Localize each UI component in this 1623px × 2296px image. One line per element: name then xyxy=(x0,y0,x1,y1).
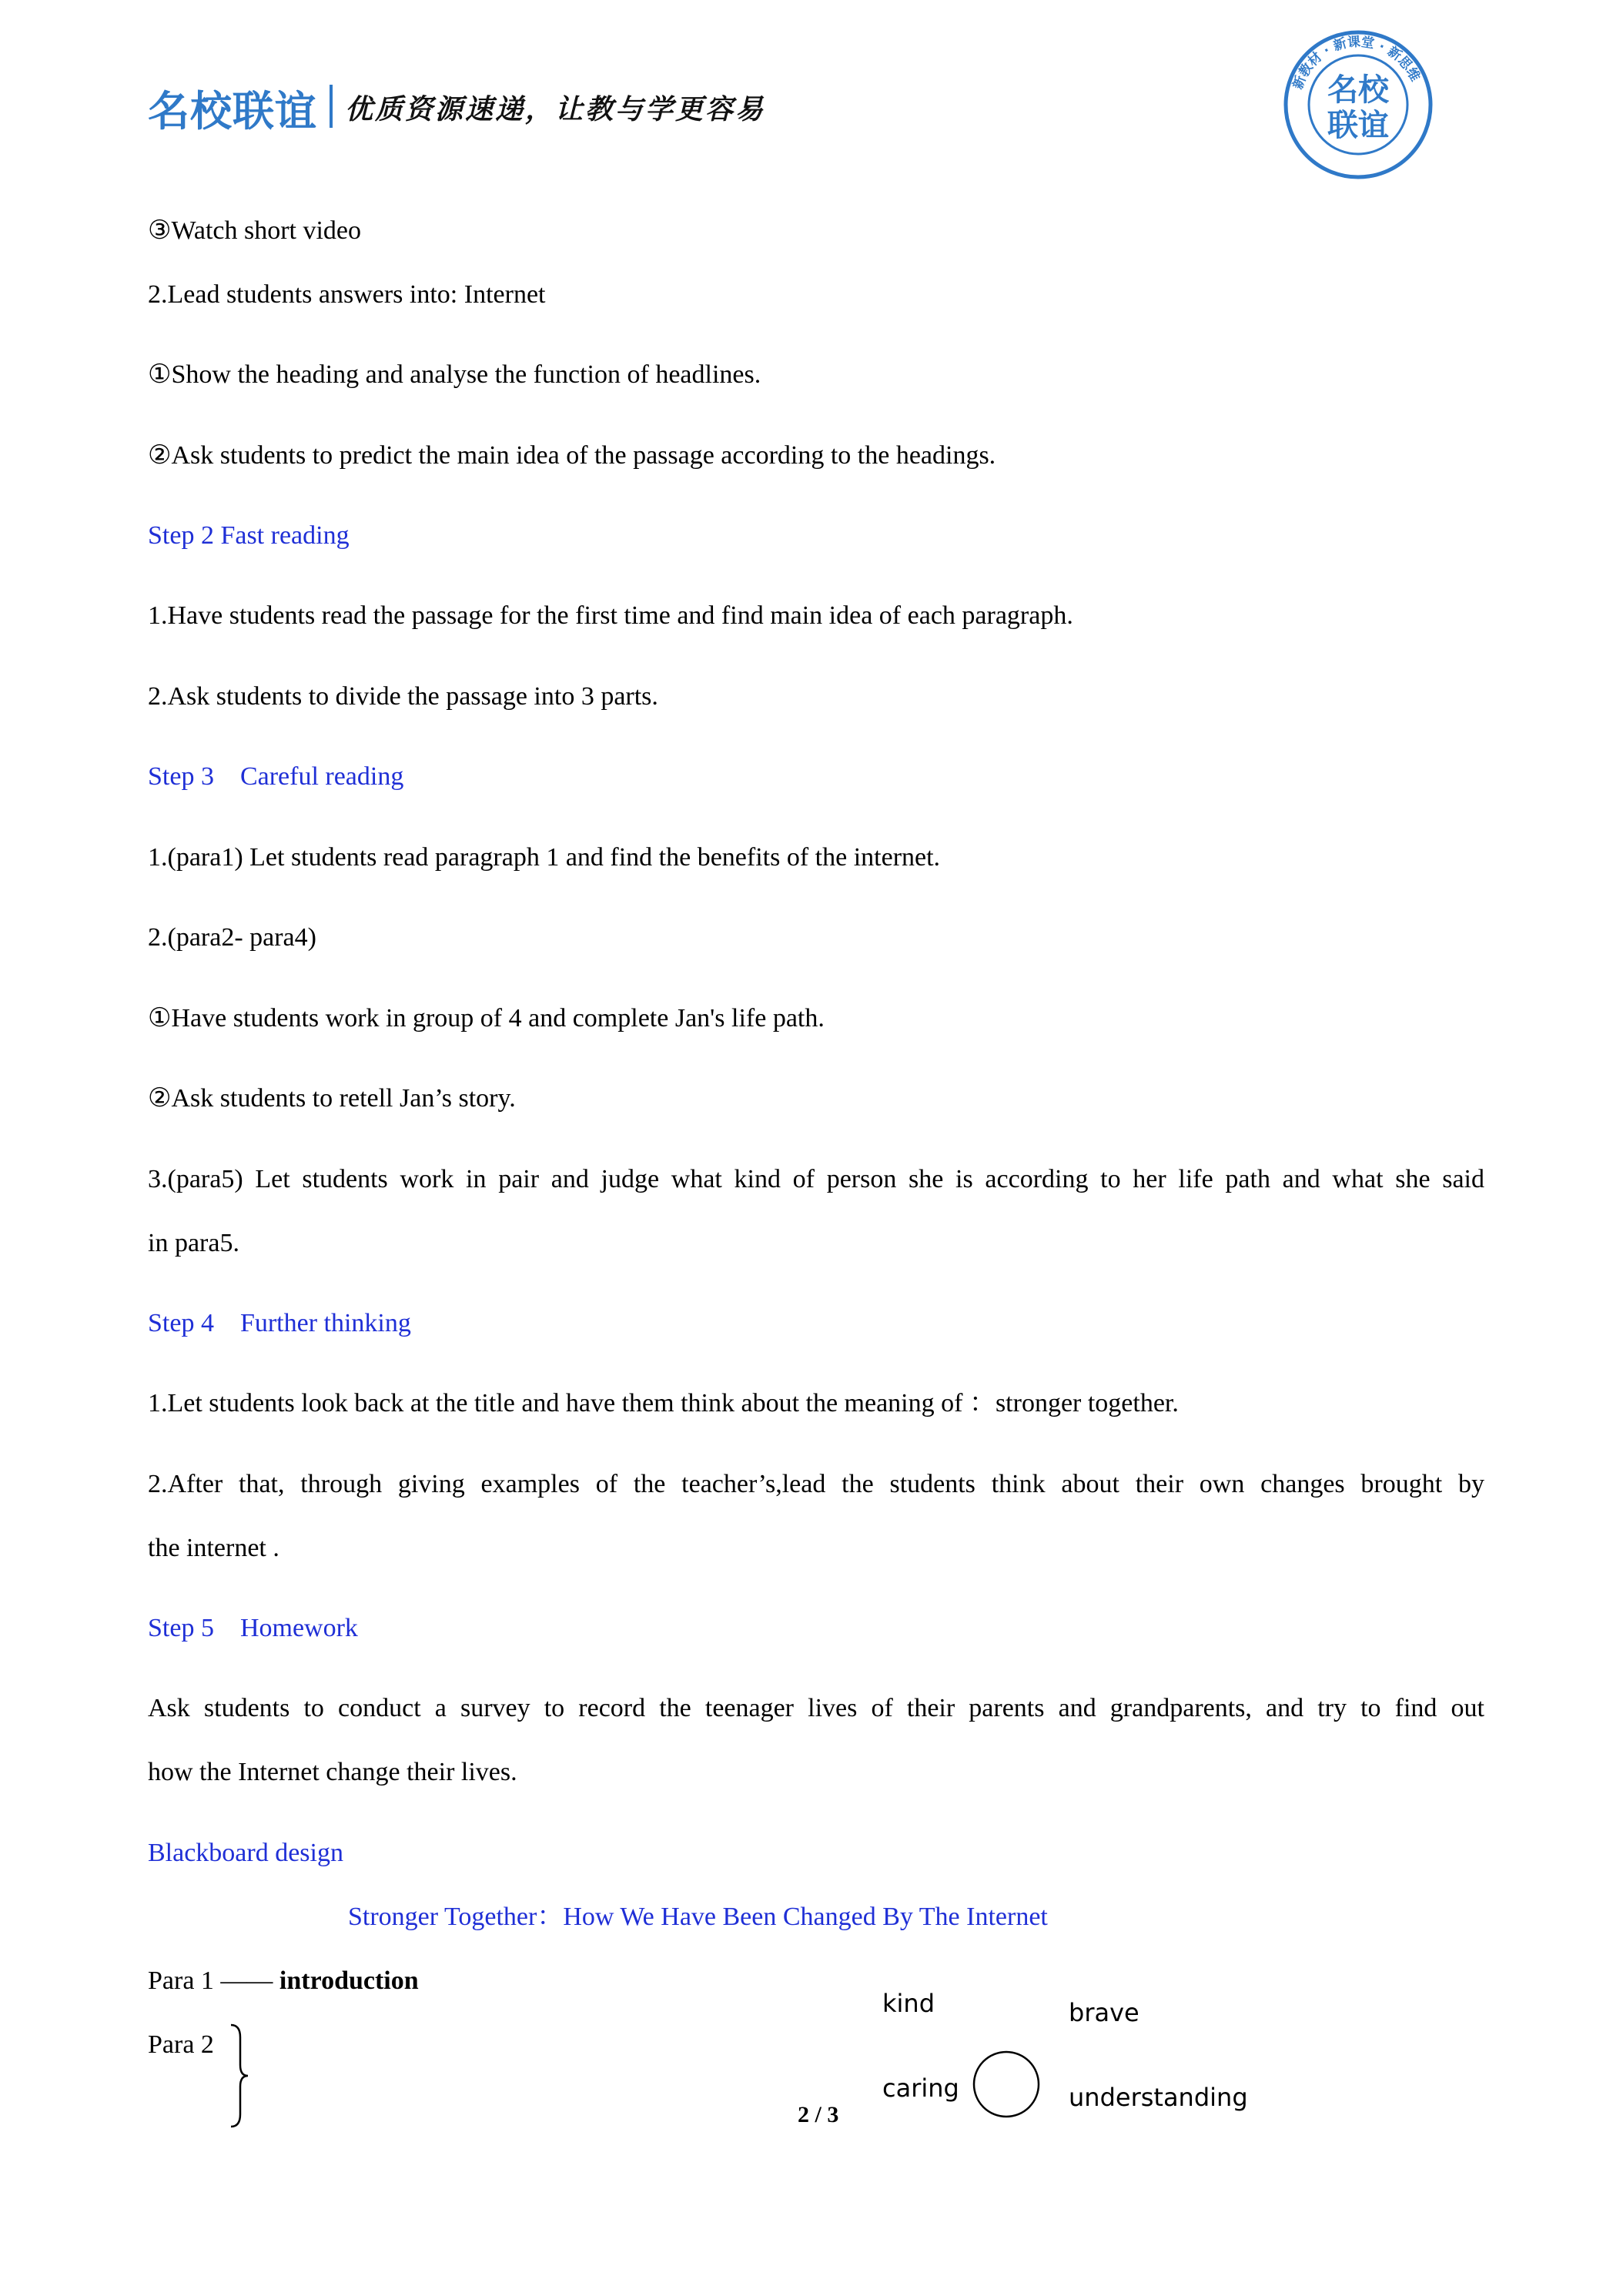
brand-logo: 名校联谊 xyxy=(148,87,317,136)
step-line: ②Ask students to retell Jan’s story. xyxy=(148,1084,516,1113)
para1-introduction: introduction xyxy=(279,1966,419,1995)
step-line: ③Watch short video xyxy=(148,216,362,245)
trait-brave: brave xyxy=(1069,1998,1139,2027)
step-line: 1.Have students read the passage for the first time and find main idea of each paragraph. xyxy=(148,601,1073,630)
logo-divider xyxy=(330,85,333,128)
step-line: how the Internet change their lives. xyxy=(148,1758,517,1786)
seal-stamp-icon xyxy=(1283,29,1434,180)
curly-brace xyxy=(228,2022,251,2130)
step-line: 2.Ask students to divide the passage into 3 parts. xyxy=(148,682,658,711)
svg-text:新教材 · 新课堂 · 新思维: 新教材 · 新课堂 · 新思维 xyxy=(1290,34,1423,92)
page-number: 2 / 3 xyxy=(798,2102,839,2127)
step-line: ②Ask students to predict the main idea of the passage according to the headings. xyxy=(148,441,996,470)
step-line: 1.(para1) Let students read paragraph 1 and find the benefits of the internet. xyxy=(148,843,941,872)
step-line: the internet . xyxy=(148,1534,279,1562)
section-heading: Step 3 Careful reading xyxy=(148,762,404,791)
svg-text:名校: 名校 xyxy=(1327,72,1389,108)
step-line: ①Have students work in group of 4 and complete Jan's life path. xyxy=(148,1004,825,1033)
step-line: in para5. xyxy=(148,1229,239,1257)
step-line: 2.(para2- para4) xyxy=(148,923,316,952)
para2-label: Para 2 xyxy=(148,2030,214,2059)
step-line: 3.(para5) Let students work in pair and judge what kind of person she is according to her life path and what she said xyxy=(148,1165,1484,1193)
section-heading: Step 4 Further thinking xyxy=(148,1309,411,1337)
brand-slogan: 优质资源速递，让教与学更容易 xyxy=(345,94,766,126)
step-line: 2.After that, through giving examples of the teacher’s,lead the students think about their own changes brought by xyxy=(148,1470,1484,1498)
section-heading: Step 2 Fast reading xyxy=(148,521,350,550)
step-line: 1.Let students look back at the title and have them think about the meaning of ：stronger together. xyxy=(148,1389,1179,1417)
blackboard-title: Stronger Together：How We Have Been Changed By The Internet xyxy=(348,1903,1048,1931)
step-line: Ask students to conduct a survey to record the teenager lives of their parents and grandparents, and try to find out xyxy=(148,1694,1484,1722)
svg-text:联谊: 联谊 xyxy=(1327,108,1389,143)
center-circle xyxy=(970,2048,1042,2120)
para1-prefix: Para 1 —— xyxy=(148,1966,279,1995)
trait-understanding: understanding xyxy=(1069,2083,1248,2112)
trait-kind: kind xyxy=(882,1989,935,2018)
section-heading: Blackboard design xyxy=(148,1839,343,1867)
step-line: 2.Lead students answers into: Internet xyxy=(148,280,546,309)
step-line: ①Show the heading and analyse the function of headlines. xyxy=(148,360,761,389)
section-heading: Step 5 Homework xyxy=(148,1614,358,1642)
para1-label xyxy=(148,1966,419,1996)
trait-caring: caring xyxy=(882,2073,959,2103)
